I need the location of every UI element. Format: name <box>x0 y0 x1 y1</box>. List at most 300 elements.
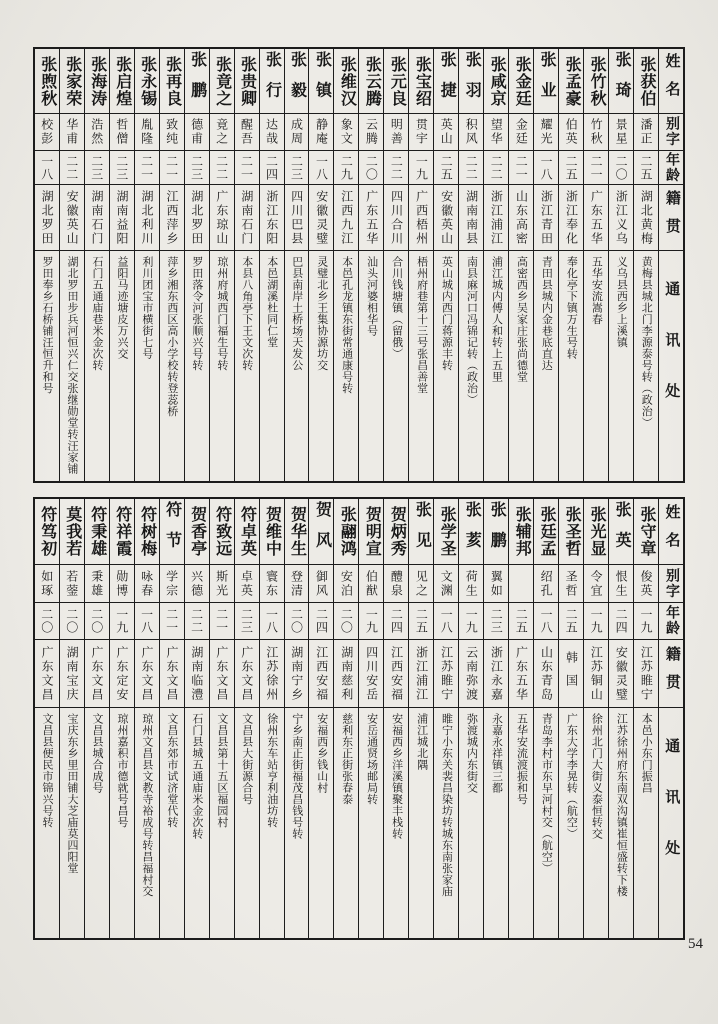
entry-native-text: 四川安岳 <box>364 645 379 702</box>
entry-column <box>383 499 408 938</box>
entry-column <box>608 49 633 481</box>
entry-address-cell <box>584 708 608 938</box>
entry-zi-text: 象文 <box>339 118 354 146</box>
entry-zi-text: 竟之 <box>214 118 229 146</box>
entry-address-cell <box>160 251 184 481</box>
entry-address-cell <box>484 251 508 481</box>
entry-native-text: 湖南石门 <box>239 189 254 246</box>
entry-address-cell <box>135 251 159 481</box>
entry-column <box>483 49 508 481</box>
header-age-label: 年龄 <box>664 605 680 637</box>
header-address-label: 通讯处 <box>663 738 680 891</box>
header-name-label: 姓名 <box>663 53 680 109</box>
entry-zi-cell <box>459 114 483 151</box>
entry-column <box>508 49 533 481</box>
entry-native-text: 江西九江 <box>339 189 354 246</box>
entry-address-cell <box>509 251 533 481</box>
entry-name-cell <box>60 49 84 114</box>
entry-native-text: 广东文昌 <box>139 645 154 702</box>
entry-age-text: 二一 <box>164 154 179 181</box>
entry-age-cell <box>584 603 608 640</box>
entry-name-cell <box>309 49 333 114</box>
entry-age-cell <box>285 151 309 185</box>
entry-column <box>433 49 458 481</box>
directory-table-bottom <box>33 497 685 940</box>
entry-zi-cell <box>210 565 234 603</box>
entry-zi-cell <box>509 565 533 603</box>
entry-zi-cell <box>309 114 333 151</box>
entry-age-text: 二四 <box>389 608 404 634</box>
entry-name-cell <box>110 49 134 114</box>
entry-zi-text: 勋博 <box>114 569 129 598</box>
entry-zi-text: 卓英 <box>239 569 254 598</box>
entry-age-cell <box>210 603 234 640</box>
entry-name-cell <box>210 49 234 114</box>
entry-native-cell <box>509 640 533 708</box>
header-zi-cell <box>659 565 683 603</box>
entry-name-text: 符致远 <box>213 506 231 557</box>
entry-name-cell <box>534 499 558 565</box>
entry-column <box>608 499 633 938</box>
entry-native-text: 广东文昌 <box>40 645 55 702</box>
entry-name-text: 张永锡 <box>138 55 156 107</box>
entry-name-cell <box>459 499 483 565</box>
entry-age-cell <box>334 151 358 185</box>
entry-zi-cell <box>110 114 134 151</box>
entry-address-text: 安福西乡钱山村 <box>315 713 328 794</box>
entry-native-text: 山东高密 <box>514 189 529 246</box>
entry-column <box>508 499 533 938</box>
entry-zi-cell <box>85 114 109 151</box>
entry-zi-text: 若蓥 <box>64 569 79 598</box>
entry-column <box>134 499 159 938</box>
entry-zi-text: 胤隆 <box>139 118 154 146</box>
entry-address-text: 梧州府巷第十三号张昌善堂 <box>415 256 428 394</box>
entry-age-text: 一九 <box>364 608 379 634</box>
entry-age-cell <box>409 603 433 640</box>
entry-address-text: 利川团宝市横街七号 <box>140 256 153 360</box>
entry-address-text: 徐州东车站亨利油坊转 <box>265 713 278 828</box>
entry-age-text: 二二 <box>389 154 404 181</box>
entry-zi-text: 醴泉 <box>389 569 404 598</box>
entry-name-cell <box>584 49 608 114</box>
entry-column <box>234 499 259 938</box>
entry-name-text: 张家荣 <box>63 55 81 107</box>
entry-native-text: 广东定安 <box>115 645 129 702</box>
entry-name-text: 贺维中 <box>263 506 281 557</box>
entry-column <box>209 499 234 938</box>
entry-age-text: 一八 <box>539 608 554 634</box>
entry-name-cell <box>235 49 259 114</box>
entry-column <box>533 49 558 481</box>
entry-column <box>159 499 184 938</box>
entry-name-cell <box>85 499 109 565</box>
entry-address-text: 睢宁小东关裴昌染坊转城东南张家庙 <box>440 713 453 897</box>
entry-column <box>59 49 84 481</box>
entry-age-text: 二一 <box>239 154 254 181</box>
entry-zi-cell <box>260 565 284 603</box>
header-age-label: 年龄 <box>664 151 680 184</box>
entry-age-cell <box>634 603 658 640</box>
entry-address-text: 琼州嘉积市德就号昌号 <box>115 713 128 828</box>
entry-address-cell <box>459 251 483 481</box>
entry-name-text: 贺风 <box>313 501 331 562</box>
entry-column <box>59 499 84 938</box>
entry-age-cell <box>609 151 633 185</box>
entry-native-cell <box>484 640 508 708</box>
entry-native-text: 浙江浦江 <box>414 645 429 702</box>
entry-name-text: 张鹏 <box>488 501 506 562</box>
entry-name-text: 符祥霞 <box>113 506 131 557</box>
entry-name-text: 张竟之 <box>213 55 231 107</box>
entry-column <box>633 49 658 481</box>
entry-native-cell <box>409 185 433 251</box>
entry-native-cell <box>384 640 408 708</box>
entry-native-cell <box>309 640 333 708</box>
entry-address-cell <box>484 708 508 938</box>
entry-address-cell <box>384 251 408 481</box>
entry-address-cell <box>85 708 109 938</box>
entry-address-cell <box>185 251 209 481</box>
entry-zi-text: 成周 <box>289 118 304 146</box>
entry-name-text: 贺香亭 <box>188 506 206 557</box>
entry-zi-cell <box>35 114 59 151</box>
entry-name-text: 符笃初 <box>38 506 56 557</box>
entry-address-cell <box>509 708 533 938</box>
entry-address-text: 罗田奉乡石桥铺汪恒升和号 <box>41 256 54 394</box>
entry-age-cell <box>110 151 134 185</box>
entry-column <box>433 499 458 938</box>
entry-column <box>209 49 234 481</box>
entry-name-text: 张煦秋 <box>38 55 56 107</box>
entry-column <box>35 49 59 481</box>
entry-age-text: 二三 <box>289 154 304 181</box>
entry-name-text: 张圣哲 <box>563 506 581 557</box>
entry-age-cell <box>484 603 508 640</box>
entry-zi-cell <box>559 114 583 151</box>
entry-native-cell <box>584 640 608 708</box>
header-address-label: 通讯处 <box>663 281 680 434</box>
entry-native-text: 浙江青田 <box>539 189 554 246</box>
entry-name-text: 张毅 <box>288 50 306 112</box>
entry-column <box>284 49 309 481</box>
entry-name-cell <box>434 499 458 565</box>
entry-zi-text: 登清 <box>289 569 304 598</box>
entry-address-cell <box>584 251 608 481</box>
entry-column <box>109 49 134 481</box>
entry-native-text: 广东文昌 <box>90 645 105 702</box>
entry-address-cell <box>309 251 333 481</box>
entry-address-text: 本邑孔龙镇东街常通康号转 <box>340 256 353 394</box>
entry-address-text: 江苏徐州府东南双沟镇崔恒盛转下楼 <box>615 713 628 897</box>
entry-age-cell <box>584 151 608 185</box>
entry-zi-text: 伯猷 <box>364 569 379 598</box>
entry-age-text: 二〇 <box>339 608 354 634</box>
entry-address-cell <box>60 251 84 481</box>
entry-native-cell <box>285 640 309 708</box>
entry-native-cell <box>559 640 583 708</box>
entry-native-cell <box>459 640 483 708</box>
entry-name-text: 张启煌 <box>113 55 131 107</box>
entry-name-text: 张贵卿 <box>238 55 256 107</box>
entry-native-text: 湖北罗田 <box>40 189 55 246</box>
entry-name-cell <box>409 499 433 565</box>
entry-native-cell <box>534 640 558 708</box>
entry-column <box>284 499 309 938</box>
entry-column <box>408 499 433 938</box>
entry-name-cell <box>185 49 209 114</box>
entry-age-text: 二一 <box>164 608 179 634</box>
entry-age-text: 二五 <box>639 154 654 181</box>
entry-address-text: 南县麻河口冯锦记转（政治） <box>465 256 478 406</box>
entry-native-cell <box>359 185 383 251</box>
entry-column <box>533 499 558 938</box>
entry-column <box>84 499 109 938</box>
entry-age-cell <box>359 603 383 640</box>
entry-name-text: 张金廷 <box>513 55 531 107</box>
entry-address-text: 合川钱塘镇（留俄） <box>390 256 403 360</box>
entry-column <box>408 49 433 481</box>
entry-age-cell <box>384 151 408 185</box>
entry-name-text: 张英 <box>613 501 631 562</box>
entry-address-text: 石门五通庙巷米金次转 <box>90 256 103 371</box>
entry-name-cell <box>359 49 383 114</box>
header-zi-label: 别字 <box>664 567 680 600</box>
entry-zi-cell <box>509 114 533 151</box>
entry-column <box>159 49 184 481</box>
entry-zi-cell <box>584 114 608 151</box>
entry-name-cell <box>359 499 383 565</box>
entry-column <box>558 49 583 481</box>
entry-native-cell <box>210 640 234 708</box>
entry-age-text: 二一 <box>514 154 529 181</box>
entry-native-cell <box>609 185 633 251</box>
entry-zi-cell <box>334 565 358 603</box>
entry-column <box>483 499 508 938</box>
entry-address-text: 汕头河婆相华号 <box>365 256 378 337</box>
entry-address-cell <box>609 708 633 938</box>
entry-address-text: 灵璧北乡王集协源坊交 <box>315 256 328 371</box>
entry-address-cell <box>185 708 209 938</box>
entry-zi-cell <box>359 114 383 151</box>
entry-name-cell <box>509 499 533 565</box>
entry-name-text: 符卓英 <box>238 506 256 557</box>
entry-address-text: 本邑小东门振昌 <box>640 713 653 794</box>
entry-address-cell <box>60 708 84 938</box>
entry-native-cell <box>559 185 583 251</box>
entry-zi-text: 达哉 <box>264 118 279 146</box>
entry-native-text: 浙江义乌 <box>614 189 629 246</box>
entry-age-text: 二五 <box>514 608 529 634</box>
entry-address-text: 琼州府城西门福生号转 <box>215 256 228 371</box>
entry-age-text: 一九 <box>464 608 479 634</box>
entry-address-text: 罗田落令河张顺兴号转 <box>190 256 203 371</box>
entry-zi-text: 望华 <box>489 118 504 146</box>
entry-zi-cell <box>210 114 234 151</box>
entry-zi-text: 安泊 <box>339 569 354 598</box>
entry-age-text: 二一 <box>139 154 154 181</box>
entry-age-cell <box>85 603 109 640</box>
entry-zi-cell <box>459 565 483 603</box>
entry-name-cell <box>235 499 259 565</box>
entry-column <box>308 49 333 481</box>
entry-native-text: 云南弥渡 <box>464 645 479 702</box>
entry-name-text: 张镇 <box>313 50 331 112</box>
entry-name-cell <box>559 49 583 114</box>
entry-column <box>184 499 209 938</box>
entry-native-text: 浙江东阳 <box>264 189 279 246</box>
header-age-cell <box>659 151 683 185</box>
header-column <box>658 499 683 938</box>
entry-name-text: 张捷 <box>438 50 456 112</box>
entry-native-cell <box>235 185 259 251</box>
header-native-label: 籍贯 <box>663 189 680 246</box>
entry-zi-cell <box>484 565 508 603</box>
entry-zi-text: 致纯 <box>164 118 179 146</box>
entry-address-cell <box>285 251 309 481</box>
entry-address-cell <box>559 251 583 481</box>
entry-address-cell <box>235 708 259 938</box>
entry-age-text: 一九 <box>639 608 654 634</box>
entry-name-text: 张获伯 <box>638 55 656 107</box>
entry-age-text: 二二 <box>214 154 229 181</box>
entry-address-cell <box>309 708 333 938</box>
entry-native-cell <box>35 640 59 708</box>
entry-zi-cell <box>160 114 184 151</box>
header-name-label: 姓名 <box>663 503 680 560</box>
entry-address-text: 五华安流渡振和号 <box>515 713 528 805</box>
entry-zi-cell <box>434 565 458 603</box>
entry-age-text: 二二 <box>64 154 79 181</box>
entry-address-text: 弥渡城内东街交 <box>465 713 478 794</box>
entry-zi-text: 校彭 <box>39 118 54 146</box>
entry-zi-cell <box>185 565 209 603</box>
entry-zi-cell <box>634 565 658 603</box>
entry-column <box>558 499 583 938</box>
entry-age-cell <box>160 151 184 185</box>
entry-address-text: 徐州北门大街义泰恒转交 <box>590 713 603 840</box>
entry-age-cell <box>384 603 408 640</box>
entry-zi-cell <box>634 114 658 151</box>
entry-address-text: 义乌县西乡上溪镇 <box>615 256 628 348</box>
entry-column <box>234 49 259 481</box>
entry-zi-text: 积风 <box>464 118 479 146</box>
entry-zi-text: 潘正 <box>639 118 654 146</box>
entry-name-cell <box>110 499 134 565</box>
entry-column <box>308 499 333 938</box>
entry-native-cell <box>434 640 458 708</box>
entry-address-cell <box>85 251 109 481</box>
entry-age-cell <box>359 151 383 185</box>
entry-age-text: 二五 <box>564 608 579 634</box>
entry-age-cell <box>309 603 333 640</box>
entry-native-cell <box>584 185 608 251</box>
entry-age-cell <box>309 151 333 185</box>
entry-native-cell <box>185 640 209 708</box>
header-column <box>658 49 683 481</box>
entry-age-text: 二五 <box>564 154 579 181</box>
entry-address-cell <box>260 251 284 481</box>
entry-address-text: 青田县城内金巷底直达 <box>540 256 553 371</box>
entry-age-text: 二四 <box>614 608 629 634</box>
entry-native-text: 广东文昌 <box>239 645 254 702</box>
entry-address-cell <box>384 708 408 938</box>
entry-native-cell <box>160 640 184 708</box>
entry-zi-text: 金廷 <box>514 118 529 146</box>
header-age-cell <box>659 603 683 640</box>
entry-zi-cell <box>384 565 408 603</box>
entry-native-text: 浙江奉化 <box>564 189 579 246</box>
entry-age-text: 二一 <box>214 608 229 634</box>
header-address-cell <box>659 251 683 481</box>
entry-native-cell <box>484 185 508 251</box>
entry-address-cell <box>534 251 558 481</box>
entry-zi-cell <box>35 565 59 603</box>
entry-zi-cell <box>584 565 608 603</box>
entry-native-cell <box>185 185 209 251</box>
entry-address-text: 高密西乡吴家庄张尚德堂 <box>515 256 528 383</box>
entry-name-text: 张咸京 <box>488 55 506 107</box>
entry-column <box>383 49 408 481</box>
entry-address-cell <box>35 251 59 481</box>
entry-native-cell <box>534 185 558 251</box>
entry-address-text: 文昌县第十五区福园村 <box>215 713 228 828</box>
entry-name-cell <box>85 49 109 114</box>
entry-age-cell <box>85 151 109 185</box>
entry-name-text: 张廷孟 <box>538 506 556 557</box>
entry-native-cell <box>160 185 184 251</box>
entry-column <box>583 499 608 938</box>
entry-native-text: 广东文昌 <box>164 645 179 702</box>
entry-name-text: 张维汉 <box>338 55 356 107</box>
entry-age-cell <box>534 151 558 185</box>
entry-address-text: 本邑湖溪杜同仁堂 <box>265 256 278 348</box>
entry-native-text: 安徽灵璧 <box>614 645 629 702</box>
entry-age-cell <box>609 603 633 640</box>
entry-name-text: 张守章 <box>638 506 656 557</box>
entry-name-cell <box>509 49 533 114</box>
entry-address-cell <box>235 251 259 481</box>
entry-address-text: 本县八角亭下王文次转 <box>240 256 253 371</box>
entry-name-text: 张宝绍 <box>413 55 431 107</box>
entry-native-text: 山东青岛 <box>539 645 554 702</box>
entry-age-text: 一八 <box>314 154 329 181</box>
entry-column <box>259 49 284 481</box>
entry-zi-cell <box>60 114 84 151</box>
entry-name-text: 张元良 <box>388 55 406 107</box>
entry-name-cell <box>434 49 458 114</box>
entry-age-cell <box>509 603 533 640</box>
entry-age-cell <box>110 603 134 640</box>
entry-column <box>358 49 383 481</box>
entry-name-text: 张业 <box>538 50 556 112</box>
entry-zi-text: 咏春 <box>139 569 154 598</box>
entry-zi-text: 秉雄 <box>89 569 104 598</box>
entry-zi-text: 令宜 <box>589 569 604 598</box>
entry-native-text: 安徽英山 <box>65 189 80 246</box>
entry-address-text: 石门县城五通庙米金次转 <box>190 713 203 840</box>
entry-native-text: 江西安福 <box>314 645 329 702</box>
entry-native-text: 浙江浦江 <box>489 189 504 246</box>
entry-age-text: 二〇 <box>39 608 54 634</box>
entry-native-text: 江苏徐州 <box>264 645 279 702</box>
entry-name-text: 张孟豪 <box>563 55 581 107</box>
entry-name-text: 张行 <box>263 50 281 112</box>
entry-age-text: 一八 <box>264 608 279 634</box>
entry-name-cell <box>35 499 59 565</box>
entry-native-text: 韩国 <box>564 650 579 697</box>
entry-native-text: 四川巴县 <box>289 189 304 246</box>
